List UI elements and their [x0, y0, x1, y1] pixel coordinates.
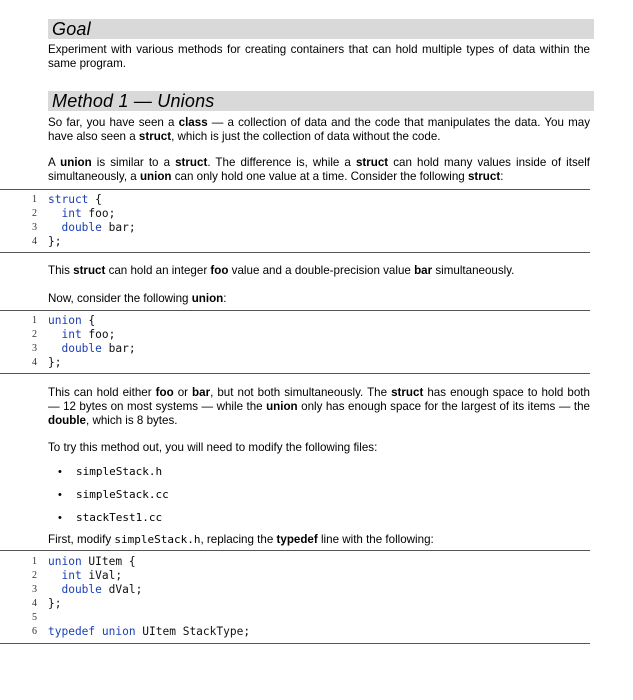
code-line: 3 double bar;: [32, 342, 136, 355]
code-listing-uitem: [0, 550, 590, 644]
code-line: 2 int foo;: [32, 207, 116, 220]
code-line: 3 double bar;: [32, 221, 136, 234]
method1-paragraph-3: This struct can hold an integer foo value and a double-precision value bar simultaneously.: [48, 264, 515, 277]
code-line: 1 union {: [32, 314, 96, 327]
list-item: • simpleStack.cc: [58, 488, 169, 501]
code-line: 5: [32, 612, 37, 623]
method1-paragraph-6: To try this method out, you will need to modify the following files:: [48, 441, 378, 454]
code-line: 1 union UItem {: [32, 555, 136, 568]
code-line: 4 };: [32, 356, 62, 369]
method1-paragraph-5: This can hold either foo or bar, but not both simultaneously. The struct has enough space to hold both — 12 bytes on most systems — while the union only has enough space for the largest of its items — the double, which is 8 bytes.: [48, 386, 590, 427]
list-item: • simpleStack.h: [58, 465, 163, 478]
code-listing-struct: [0, 189, 590, 253]
method1-heading: Method 1 — Unions: [48, 91, 594, 111]
code-line: 3 double dVal;: [32, 583, 143, 596]
method1-paragraph-2: A union is similar to a struct. The difference is, while a struct can hold many values inside of itself simultaneously, a union can only hold one value at a time. Consider the following struct:: [48, 156, 590, 183]
list-item: • stackTest1.cc: [58, 511, 163, 524]
method1-paragraph-4: Now, consider the following union:: [48, 292, 227, 305]
code-line: 1 struct {: [32, 193, 102, 206]
method1-paragraph-1: So far, you have seen a class — a collection of data and the code that manipulates the data. You may have also seen a struct, which is just the collection of data without the code.: [48, 116, 590, 143]
code-line: 4 };: [32, 597, 62, 610]
code-line: 2 int iVal;: [32, 569, 123, 582]
code-line: 2 int foo;: [32, 328, 116, 341]
method1-paragraph-7: First, modify simpleStack.h, replacing the typedef line with the following:: [48, 533, 434, 546]
code-line: 4 };: [32, 235, 62, 248]
code-line: 6 typedef union UItem StackType;: [32, 625, 251, 638]
goal-text: Experiment with various methods for creating containers that can hold multiple types of data within the same program.: [48, 43, 590, 70]
code-listing-union: [0, 310, 590, 374]
goal-heading: Goal: [48, 19, 594, 39]
